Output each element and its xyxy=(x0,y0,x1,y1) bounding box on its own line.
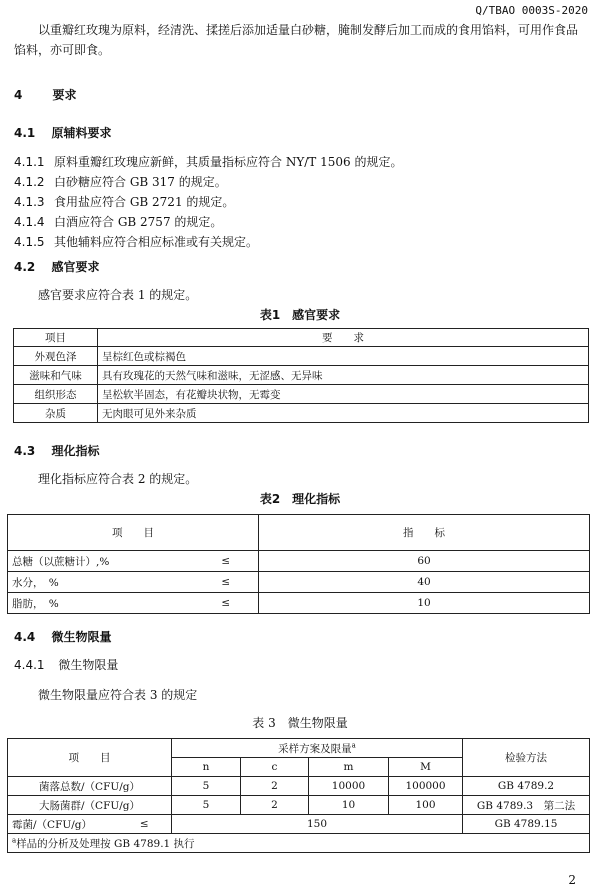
table-cell: 10000 xyxy=(309,777,389,796)
table-row xyxy=(8,777,590,796)
section-4-3-heading xyxy=(14,442,99,459)
table-row xyxy=(8,551,590,572)
list-item xyxy=(14,152,402,172)
table-cell: 外观色泽 xyxy=(14,347,98,366)
table-cell: 大肠菌群/（CFU/g） xyxy=(8,796,172,815)
item-num: 4.1.3 xyxy=(14,195,45,209)
column-header: c xyxy=(241,758,309,777)
table-cell: 呈棕红色或棕褐色 xyxy=(98,347,589,366)
table-cell: 2 xyxy=(241,777,309,796)
section-4-4-heading xyxy=(14,628,111,645)
section-num: 4.3 xyxy=(14,444,36,458)
section-num: 4 xyxy=(14,88,23,102)
table-cell: 杂质 xyxy=(14,404,98,423)
section-title: 原辅料要求 xyxy=(51,126,112,140)
column-header: 要 求 xyxy=(98,329,589,347)
table-cell: 40 xyxy=(259,572,590,593)
table-cell: GB 4789.3 第二法 xyxy=(463,796,590,815)
table-cell: 10 xyxy=(309,796,389,815)
column-header: 项 目 xyxy=(8,739,172,777)
table-cell: 2 xyxy=(241,796,309,815)
table-cell: 水分， % xyxy=(8,572,194,593)
plan-header-text: 采样方案及限量 xyxy=(278,742,352,755)
table2-caption: 表2 理化指标 xyxy=(259,492,341,506)
table-cell: 10 xyxy=(259,593,590,614)
item-text: 原料重瓣红玫瑰应新鲜，其质量指标应符合 NY/T 1506 的规定。 xyxy=(54,155,403,169)
section-4-4-1-heading xyxy=(14,656,118,673)
table-cell: 60 xyxy=(259,551,590,572)
item-num: 4.1.2 xyxy=(14,175,45,189)
table-row xyxy=(8,815,590,834)
list-item xyxy=(14,172,402,192)
raw-material-list xyxy=(14,152,402,252)
section-title: 理化指标 xyxy=(51,444,100,458)
table-header-row xyxy=(8,515,590,551)
table-cell: 100 xyxy=(389,796,463,815)
table-cell: ≤ xyxy=(118,815,172,834)
table-row xyxy=(14,347,589,366)
table-cell: 滋味和气味 xyxy=(14,366,98,385)
table-cell: 具有玫瑰花的天然气味和滋味，无涩感、无异味 xyxy=(98,366,589,385)
table-cell: 100000 xyxy=(389,777,463,796)
table-cell: 无肉眼可见外来杂质 xyxy=(98,404,589,423)
table-row xyxy=(14,404,589,423)
footnote-mark: a xyxy=(12,836,17,844)
item-num: 4.1.5 xyxy=(14,235,45,249)
physchem-paragraph: 理化指标应符合表 2 的规定。 xyxy=(38,472,198,486)
physchem-table xyxy=(7,514,590,614)
doc-code: Q/TBAO 0003S-2020 xyxy=(475,4,588,17)
table-row xyxy=(8,796,590,815)
item-text: 食用盐应符合 GB 2721 的规定。 xyxy=(54,195,235,209)
note-text: 样品的分析及处理按 GB 4789.1 执行 xyxy=(16,837,195,850)
section-title: 微生物限量 xyxy=(58,658,119,672)
table-cell: 组织形态 xyxy=(14,385,98,404)
column-header: n xyxy=(172,758,241,777)
table-cell: 150 xyxy=(172,815,463,834)
column-header: 项 目 xyxy=(8,515,259,551)
page-number: 2 xyxy=(568,873,576,887)
table-header-row xyxy=(14,329,589,347)
column-header: M xyxy=(389,758,463,777)
table1-caption: 表1 感官要求 xyxy=(259,308,341,322)
table-cell: 霉菌/（CFU/g） xyxy=(8,815,118,834)
table-cell: 呈松软半固态，有花瓣块状物，无霉变 xyxy=(98,385,589,404)
table-cell: 脂肪， % xyxy=(8,593,194,614)
sensory-table xyxy=(13,328,589,423)
section-4-heading xyxy=(14,86,77,103)
section-title: 要求 xyxy=(52,88,77,102)
micro-paragraph: 微生物限量应符合表 3 的规定 xyxy=(38,688,198,702)
table-cell: 5 xyxy=(172,796,241,815)
table-row xyxy=(8,572,590,593)
section-num: 4.2 xyxy=(14,260,36,274)
sensory-paragraph: 感官要求应符合表 1 的规定。 xyxy=(38,288,198,302)
table-row xyxy=(8,593,590,614)
table-cell: ≤ xyxy=(194,551,259,572)
table-cell: ≤ xyxy=(194,572,259,593)
section-title: 感官要求 xyxy=(51,260,100,274)
table-cell: 菌落总数/（CFU/g） xyxy=(8,777,172,796)
item-num: 4.1.4 xyxy=(14,215,45,229)
item-num: 4.1.1 xyxy=(14,155,45,169)
column-header: m xyxy=(309,758,389,777)
footnote-mark: a xyxy=(351,741,356,749)
table-cell: GB 4789.2 xyxy=(463,777,590,796)
table-row xyxy=(14,366,589,385)
column-header: 指 标 xyxy=(259,515,590,551)
table-row xyxy=(14,385,589,404)
table-header-row xyxy=(8,739,590,758)
table3-caption: 表 3 微生物限量 xyxy=(252,716,348,730)
column-header xyxy=(172,739,463,758)
table-cell: GB 4789.15 xyxy=(463,815,590,834)
item-text: 其他辅料应符合相应标准或有关规定。 xyxy=(54,235,259,249)
list-item xyxy=(14,212,402,232)
section-4-1-heading xyxy=(14,124,111,141)
item-text: 白酒应符合 GB 2757 的规定。 xyxy=(54,215,223,229)
table-cell: 总糖（以蔗糖计）,% xyxy=(8,551,194,572)
table-note xyxy=(8,834,590,853)
section-4-2-heading xyxy=(14,258,99,275)
list-item xyxy=(14,232,402,252)
list-item xyxy=(14,192,402,212)
table-note-row xyxy=(8,834,590,853)
column-header: 项目 xyxy=(14,329,98,347)
section-num: 4.4 xyxy=(14,630,36,644)
column-header: 检验方法 xyxy=(463,739,590,777)
section-num: 4.4.1 xyxy=(14,658,45,672)
table-cell: ≤ xyxy=(194,593,259,614)
item-text: 白砂糖应符合 GB 317 的规定。 xyxy=(54,175,227,189)
table-cell: 5 xyxy=(172,777,241,796)
section-num: 4.1 xyxy=(14,126,36,140)
section-title: 微生物限量 xyxy=(51,630,112,644)
intro-paragraph: 以重瓣红玫瑰为原料，经清洗、揉搓后添加适量白砂糖，腌制发酵后加工而成的食用馅料，可用作食品馅料，亦可即食。 xyxy=(14,23,579,57)
micro-table xyxy=(7,738,590,853)
